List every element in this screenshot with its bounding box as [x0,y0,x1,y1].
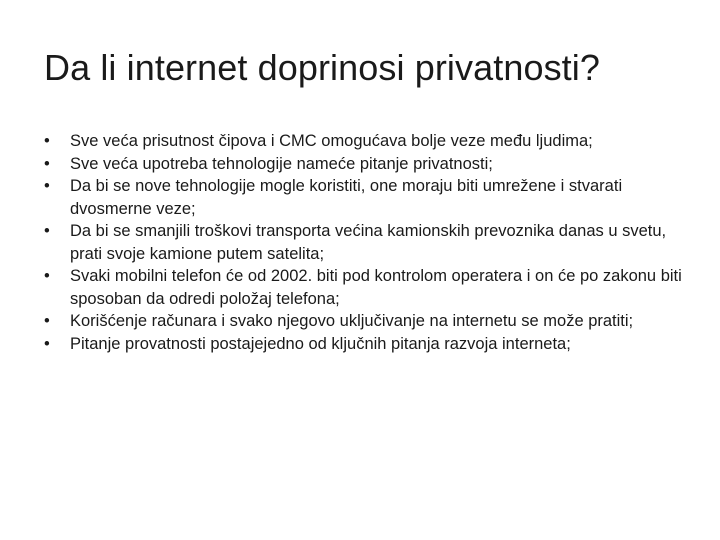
bullet-text: Sve veća prisutnost čipova i CMC omogućava bolje veze među ljudima; [70,132,593,150]
bullet-text: Korišćenje računara i svako njegovo uključivanje na internetu se može pratiti; [70,312,634,330]
bullet-item-7 [44,333,684,356]
bullet-text: Svaki mobilni telefon će od 2002. biti pod kontrolom operatera i on će po zakonu biti sposoban da odredi položaj telefona; [70,267,682,308]
bullet-item-4 [44,220,684,265]
bullet-item-6 [44,310,684,333]
bullet-icon: • [44,222,50,240]
bullet-item-3 [44,175,684,220]
bullet-text: Pitanje provatnosti postajejedno od ključnih pitanja razvoja interneta; [70,334,571,353]
bullet-item-2 [44,153,684,176]
bullet-text: Da bi se smanjili troškovi transporta većina kamionskih prevoznika danas u svetu, prati svoje kamione putem satelita; [70,222,667,263]
bullet-text: Da bi se nove tehnologije mogle koristiti, one moraju biti umrežene i stvarati dvosmerne veze; [70,177,623,218]
bullet-icon: • [44,177,50,195]
bullet-list [44,130,684,355]
bullet-icon: • [44,154,50,173]
bullet-item-5 [44,265,684,310]
bullet-text: Sve veća upotreba tehnologije nameće pitanje privatnosti; [70,154,493,173]
bullet-icon: • [44,267,50,285]
bullet-icon: • [44,334,50,353]
bullet-icon: • [44,132,50,150]
bullet-item-1 [44,130,684,153]
slide-title: Da li internet doprinosi privatnosti? [44,47,600,88]
bullet-icon: • [44,312,50,330]
